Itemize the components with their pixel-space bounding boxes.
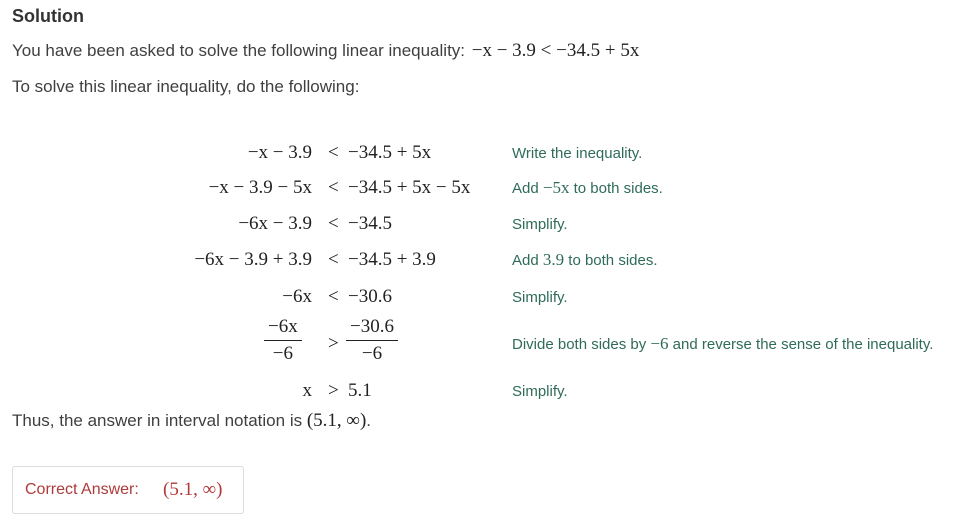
step-row bbox=[0, 135, 976, 171]
step-relation: > bbox=[328, 333, 339, 354]
step-rhs: 5.1 bbox=[348, 380, 372, 401]
step-relation: < bbox=[328, 177, 339, 198]
step-relation: > bbox=[328, 380, 339, 401]
solution-heading: Solution bbox=[12, 6, 84, 26]
intro-expression: −x − 3.9 < −34.5 + 5x bbox=[471, 40, 640, 61]
step-note: Add 3.9 to both sides. bbox=[512, 250, 658, 269]
step-rhs-fraction: $\frac{-30.6}{-6}$ bbox=[346, 316, 398, 365]
correct-answer-box bbox=[12, 466, 244, 514]
correct-answer-value: (5.1, ∞) bbox=[163, 479, 223, 500]
step-lhs: −x − 3.9 bbox=[247, 142, 312, 163]
step-note: Simplify. bbox=[512, 216, 568, 233]
step-rhs: −34.5 + 3.9 bbox=[348, 249, 436, 270]
step-rhs: −34.5 bbox=[348, 213, 392, 234]
step-relation: < bbox=[328, 142, 339, 163]
step-lhs: x bbox=[302, 380, 312, 401]
conclusion-interval: (5.1, ∞) bbox=[306, 410, 367, 431]
step-rhs: −30.6 bbox=[348, 286, 392, 307]
intro-sentence bbox=[12, 40, 639, 62]
conclusion-text: Thus, the answer in interval notation is bbox=[12, 411, 307, 430]
step-lhs: −6x − 3.9 bbox=[238, 213, 312, 234]
conclusion-sentence bbox=[12, 410, 371, 432]
step-lhs-fraction: $\frac{-6x}{-6}$ bbox=[264, 316, 302, 365]
step-row bbox=[0, 242, 976, 278]
step-rhs: −34.5 + 5x bbox=[348, 142, 432, 163]
step-relation: < bbox=[328, 213, 339, 234]
correct-answer-label: Correct Answer: bbox=[25, 481, 139, 498]
step-relation: < bbox=[328, 286, 339, 307]
conclusion-period: . bbox=[366, 411, 372, 430]
step-row bbox=[0, 316, 976, 372]
step-row bbox=[0, 373, 976, 409]
intro-text: You have been asked to solve the following linear inequality: bbox=[12, 41, 466, 60]
step-note: Divide both sides by −6 and reverse the sense of the inequality. bbox=[512, 334, 934, 353]
step-note: Simplify. bbox=[512, 383, 568, 400]
instruction-text: To solve this linear inequality, do the following: bbox=[12, 77, 360, 96]
step-lhs: −6x bbox=[282, 286, 312, 307]
step-row bbox=[0, 279, 976, 315]
step-row bbox=[0, 170, 976, 206]
step-note: Add −5x to both sides. bbox=[512, 178, 663, 197]
step-rhs: −34.5 + 5x − 5x bbox=[348, 177, 471, 198]
step-relation: < bbox=[328, 249, 339, 270]
step-note: Simplify. bbox=[512, 289, 568, 306]
step-lhs: −x − 3.9 − 5x bbox=[208, 177, 312, 198]
step-note: Write the inequality. bbox=[512, 145, 643, 162]
step-row bbox=[0, 206, 976, 242]
step-lhs: −6x − 3.9 + 3.9 bbox=[194, 249, 312, 270]
